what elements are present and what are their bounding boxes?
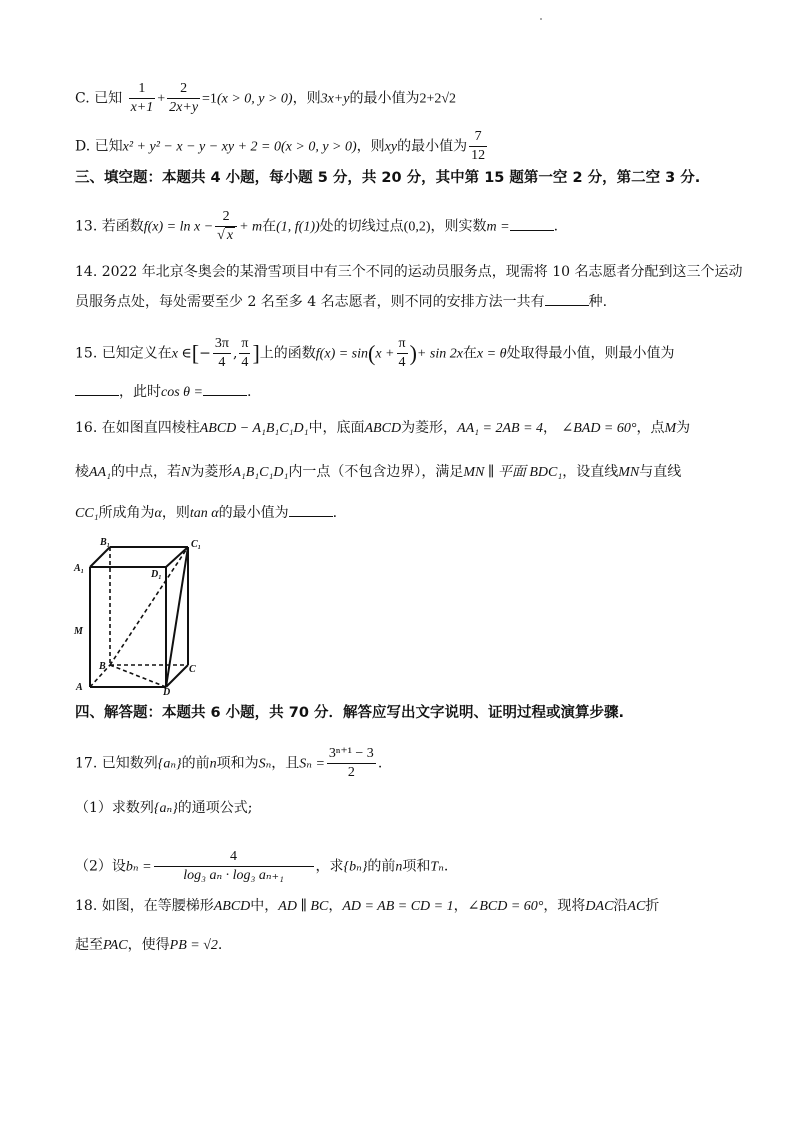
fraction-2: [167, 80, 200, 117]
parallel-condition: MN ∥ 平面 BDC₁: [463, 465, 563, 480]
text: ，现将: [543, 898, 586, 914]
text: .: [377, 755, 383, 772]
option-d: [75, 128, 489, 165]
sequence-a: {aₙ}: [157, 756, 182, 772]
question-18-line-2: [75, 935, 222, 956]
text: （1）求数列: [75, 800, 154, 816]
frac-num: 3π: [213, 335, 231, 354]
text: 所成角为: [98, 505, 155, 521]
text: ，且: [271, 755, 300, 772]
frac-num: π: [397, 335, 408, 354]
question-number: 15.: [75, 345, 98, 362]
fraction: [215, 208, 237, 245]
bn-eq: bₙ =: [125, 859, 152, 875]
frac-den: x+1: [130, 100, 154, 115]
text: .: [332, 505, 338, 521]
text: 16. 在如图直四棱柱: [75, 420, 200, 436]
expression: xy: [384, 139, 398, 155]
answer-blank[interactable]: [289, 504, 333, 517]
text: 18. 如图，在等腰梯形: [75, 898, 214, 914]
triangle-pac: PAC: [103, 938, 128, 953]
text: 的前: [367, 858, 396, 875]
condition: x = θ: [476, 346, 507, 362]
pb-eq: PB = √2: [169, 938, 218, 953]
frac-num: π: [239, 335, 250, 354]
expression: 3x+y: [320, 91, 350, 107]
trapezoid: ABCD: [213, 899, 251, 914]
frac-den: 4: [218, 355, 226, 370]
frac-num: 3ⁿ⁺¹ − 3: [327, 745, 376, 764]
angle: ∠BAD = 60°: [561, 421, 637, 436]
sqrt-radicand: x: [226, 228, 234, 243]
text: 在: [462, 345, 477, 362]
equation: AA₁ = 2AB = 4: [457, 421, 544, 436]
text: ，点: [636, 420, 665, 436]
text: 已知数列: [101, 755, 158, 772]
variable: m =: [486, 219, 510, 235]
question-16-line-3: [75, 503, 337, 524]
text: （2）设: [75, 858, 126, 875]
edge-bc1-hidden: [110, 547, 188, 665]
answer-blank[interactable]: [510, 218, 554, 231]
fraction: [154, 848, 314, 885]
question-17-part-1: [75, 798, 253, 819]
inner-x: x +: [375, 346, 395, 362]
point-m: M: [664, 421, 677, 436]
text: 为菱形，: [401, 420, 458, 436]
question-15-line-2: [75, 382, 251, 403]
option-d-label: D. 已知: [75, 138, 123, 155]
text: .: [217, 937, 223, 953]
section-3-heading: 三、填空题：本题共 4 小题，每小题 5 分，共 20 分，其中第 15 题第一空 2 分，第二空 3 分.: [75, 170, 701, 186]
frac-den: 2x+y: [169, 100, 199, 115]
frac-num: 2: [215, 208, 237, 227]
text: 的最小值为: [349, 90, 420, 107]
point: (1, f(1)): [276, 219, 320, 235]
answer-blank[interactable]: [203, 383, 247, 396]
text: 的通项公式;: [177, 800, 253, 816]
sequence-b: {bₙ}: [343, 859, 368, 875]
text: 与直线: [639, 464, 682, 480]
question-14-line-2: [75, 292, 607, 312]
text: 若函数: [101, 218, 144, 235]
question-16-line-1: 16. 在如图直四棱柱ABCD − A₁B₁C₁D₁中，底面ABCD为菱形，AA₁ = 2AB = 4， ∠BAD = 60°，点M为: [75, 420, 691, 436]
function: f(x) = ln x −: [143, 219, 214, 235]
text: 的最小值为: [218, 505, 289, 521]
frac-num: 2: [167, 80, 200, 99]
option-c-label: C. 已知: [75, 90, 123, 107]
text: ，设直线: [562, 464, 619, 480]
line-ac: AC: [627, 899, 646, 914]
text: 中，底面: [308, 420, 365, 436]
label-b1: B₁: [100, 537, 111, 548]
variable: x ∈: [171, 346, 192, 362]
text: 的最小值为: [397, 138, 468, 155]
sequence-a: {aₙ}: [153, 801, 178, 816]
text: 的前: [181, 755, 210, 772]
edge: AA₁: [89, 465, 111, 480]
paren-right: ): [409, 340, 417, 366]
text: 为: [676, 420, 691, 436]
question-17-part-2: [75, 848, 448, 885]
text: 折: [645, 898, 660, 914]
answer-blank[interactable]: [545, 293, 589, 306]
label-d1: D₁: [151, 569, 162, 580]
question-14-line-1: 14. 2022 年北京冬奥会的某滑雪项目中有三个不同的运动员服务点，现需将 10 名志愿者分配到这三个运动: [75, 264, 743, 280]
edge-a1b1: [90, 547, 110, 567]
question-17: [75, 745, 382, 782]
n: n: [209, 756, 217, 772]
answer-blank[interactable]: [75, 383, 119, 396]
triangle-dac: DAC: [585, 899, 614, 914]
text: 内一点（不包含边界），满足: [288, 464, 464, 480]
tan-alpha: tan α: [189, 506, 219, 521]
condition: (x > 0, y > 0): [281, 139, 357, 155]
text: 起至: [75, 937, 103, 953]
text: ，使得: [127, 937, 170, 953]
plus: +: [157, 91, 166, 107]
text: 在: [262, 218, 277, 235]
text: 沿: [613, 898, 628, 914]
bracket-left: [: [191, 340, 200, 366]
text: .: [443, 858, 449, 875]
text: 项和: [402, 858, 431, 875]
equals-one: =1: [202, 91, 217, 107]
text: 项和为: [216, 755, 259, 772]
label-c: C: [189, 664, 196, 675]
fraction: [213, 335, 231, 372]
frac-den: 4: [241, 355, 249, 370]
label-a: A: [76, 682, 83, 693]
fraction: [239, 335, 250, 372]
frac-den: 2: [347, 765, 355, 780]
base: ABCD: [364, 421, 402, 436]
tn: Tₙ: [430, 859, 444, 875]
answer-fraction: [469, 128, 487, 165]
fraction-1: [129, 80, 156, 117]
text: 员服务点处，每处需要至少 2 名至多 4 名志愿者，则不同的安排方法一共有: [75, 294, 545, 310]
text: ，则: [292, 90, 321, 107]
edge-bd-hidden: [110, 665, 166, 687]
frac-num: 7: [469, 128, 487, 147]
prism: ABCD − A₁B₁C₁D₁: [199, 421, 309, 436]
frac-den: √ x: [217, 228, 234, 243]
question-number: 13.: [75, 218, 98, 235]
point: (0,2): [403, 219, 431, 235]
question-number: 17.: [75, 755, 98, 772]
paren-left: (: [368, 340, 376, 366]
frac-num: 4: [154, 848, 314, 867]
text: ，此时: [119, 384, 161, 400]
point-n: N: [180, 465, 191, 480]
frac-den: 12: [471, 148, 486, 163]
label-d: D: [163, 687, 171, 695]
answer: 2+2√2: [419, 91, 457, 107]
text: ，则实数: [430, 218, 487, 235]
line-cc1: CC₁: [75, 506, 99, 521]
text: 中，: [250, 898, 279, 914]
rhombus: A₁B₁C₁D₁: [232, 465, 289, 480]
text: ，求: [315, 858, 344, 875]
condition: (x > 0, y > 0): [216, 91, 293, 107]
label-c1: C₁: [191, 539, 202, 550]
alpha: α: [154, 506, 162, 521]
text: 上的函数: [259, 345, 316, 362]
text: .: [553, 218, 559, 235]
text: 种.: [588, 294, 608, 310]
sn-eq: Sₙ =: [299, 756, 325, 772]
text: 已知定义在: [101, 345, 172, 362]
frac-num: 1: [129, 80, 156, 99]
option-c: [75, 80, 456, 117]
text: 棱: [75, 464, 89, 480]
angle: ∠BCD = 60°: [467, 899, 544, 914]
text: ，则: [161, 505, 190, 521]
fraction: [327, 745, 376, 782]
label-a1: A₁: [74, 563, 85, 574]
edge-c1d: [166, 547, 188, 687]
scan-dot: [540, 18, 542, 20]
cos-theta: cos θ =: [161, 385, 203, 400]
text: 处取得最小值，则最小值为: [506, 345, 675, 362]
parallel: AD ∥ BC: [278, 899, 329, 914]
frac-den: log₃ aₙ · log₃ aₙ₊₁: [183, 868, 284, 883]
question-13: [75, 208, 558, 245]
equation: x² + y² − x − y − xy + 2 = 0: [122, 139, 282, 155]
fraction: [397, 335, 408, 372]
section-4-heading: 四、解答题：本题共 6 小题，共 70 分．解答应写出文字说明、证明过程或演算步骤.: [75, 705, 624, 721]
sin-term: + sin 2x: [416, 346, 463, 362]
frac-den: 4: [398, 355, 406, 370]
text: 的中点，若: [110, 464, 181, 480]
label-m: M: [74, 626, 83, 637]
function: f(x) = sin: [315, 346, 369, 362]
question-18-line-1: 18. 如图，在等腰梯形ABCD中，AD ∥ BC，AD = AB = CD = 1，∠BCD = 60°，现将DAC沿AC折: [75, 898, 660, 914]
text: 为菱形: [190, 464, 233, 480]
equation: AD = AB = CD = 1: [342, 899, 454, 914]
line-mn: MN: [618, 465, 640, 480]
sn: Sₙ: [258, 756, 272, 772]
prism-figure: [72, 535, 207, 695]
question-15: 15. 已知定义在x ∈[− $\frac{3\pi}{4}$ , $\frac{\pi}{4}$ ]上的函数f(x) = sin(x + $\frac{\pi}{4}$ )+ sin 2x在x = θ处取得最小值，则最小值为: [75, 336, 675, 370]
label-b: B: [99, 661, 106, 672]
text: .: [247, 384, 252, 400]
plus-m: + m: [239, 219, 263, 235]
n: n: [395, 859, 403, 875]
text: ，则: [356, 138, 385, 155]
text: 处的切线过点: [319, 218, 404, 235]
question-16-line-2: [75, 462, 681, 483]
bracket-right: ]: [252, 340, 260, 366]
